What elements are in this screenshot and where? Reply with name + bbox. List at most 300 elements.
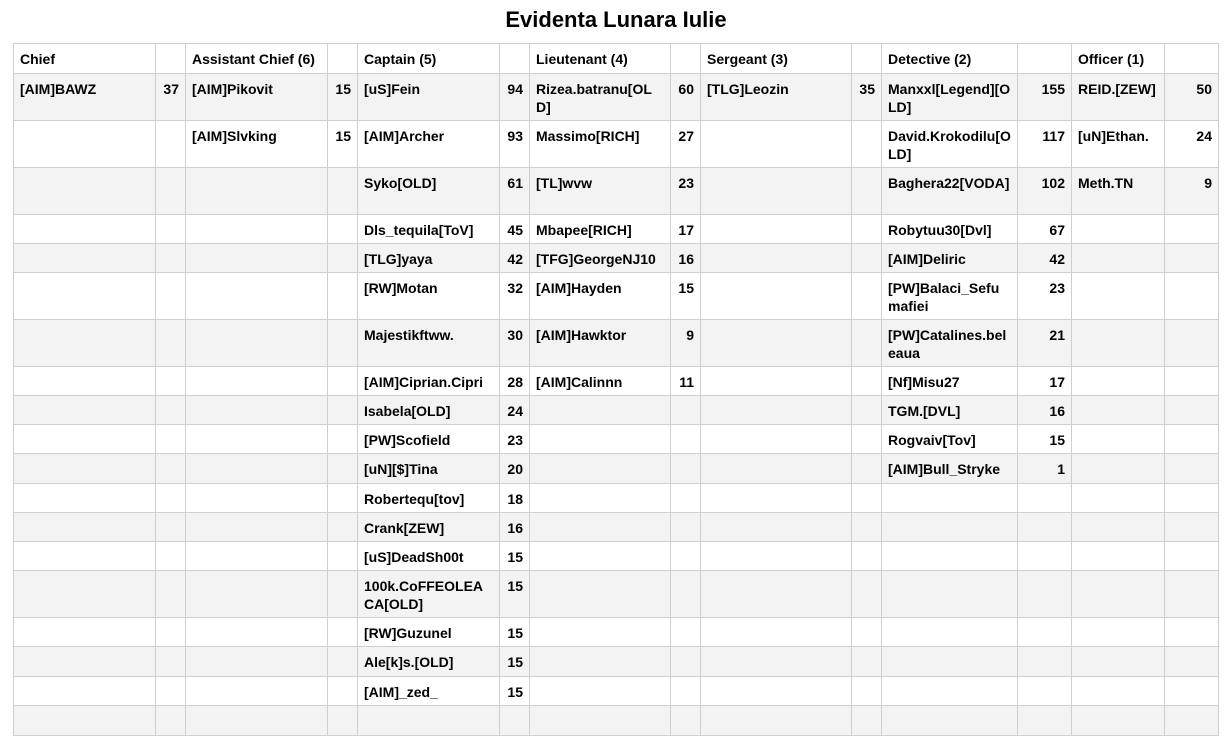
empty-cell: [156, 618, 186, 647]
empty-cell: [328, 215, 358, 244]
empty-cell: [156, 215, 186, 244]
empty-cell: [186, 513, 328, 542]
empty-cell: [530, 542, 671, 571]
empty-cell: [186, 618, 328, 647]
empty-cell: [1072, 215, 1165, 244]
rank-header: Lieutenant (4): [530, 44, 671, 74]
member-name: [AIM]_zed_: [358, 677, 500, 706]
member-points: 15: [500, 677, 530, 706]
member-points: 16: [500, 513, 530, 542]
empty-cell: [1165, 396, 1219, 425]
empty-cell: [156, 513, 186, 542]
empty-cell: [671, 542, 701, 571]
empty-cell: [186, 273, 328, 320]
member-name: [TFG]GeorgeNJ10: [530, 244, 671, 273]
empty-cell: [14, 425, 156, 454]
empty-cell: [852, 121, 882, 168]
empty-cell: [530, 396, 671, 425]
empty-cell: [882, 571, 1018, 618]
member-points: 21: [1018, 320, 1072, 367]
member-name: [PW]Catalines.beleaua: [882, 320, 1018, 367]
member-name: [AIM]Slvking: [186, 121, 328, 168]
empty-cell: [186, 706, 328, 736]
member-points: 15: [671, 273, 701, 320]
table-row: [14, 215, 1219, 244]
member-name: [TLG]yaya: [358, 244, 500, 273]
empty-cell: [1072, 706, 1165, 736]
member-points: 15: [500, 647, 530, 677]
empty-cell: [1072, 244, 1165, 273]
empty-cell: [1165, 454, 1219, 484]
member-points: 60: [671, 74, 701, 121]
member-points: 18: [500, 484, 530, 513]
empty-cell: [1072, 618, 1165, 647]
member-points: 102: [1018, 168, 1072, 215]
empty-cell: [186, 677, 328, 706]
empty-cell: [1165, 677, 1219, 706]
empty-cell: [186, 647, 328, 677]
member-points: 23: [671, 168, 701, 215]
member-points: 15: [1018, 425, 1072, 454]
empty-cell: [156, 244, 186, 273]
member-points: 17: [1018, 367, 1072, 396]
empty-cell: [882, 677, 1018, 706]
empty-cell: [156, 425, 186, 454]
empty-cell: [328, 571, 358, 618]
empty-cell: [1165, 571, 1219, 618]
table-row: [14, 273, 1219, 320]
empty-cell: [14, 215, 156, 244]
member-points: 15: [500, 618, 530, 647]
table-row: [14, 647, 1219, 677]
member-name: [RW]Motan: [358, 273, 500, 320]
empty-cell: [186, 542, 328, 571]
empty-cell: [186, 454, 328, 484]
empty-cell: [186, 320, 328, 367]
empty-cell: [852, 396, 882, 425]
empty-cell: [156, 121, 186, 168]
member-points: 15: [500, 571, 530, 618]
empty-cell: [852, 542, 882, 571]
table-row: [14, 244, 1219, 273]
empty-cell: [1165, 647, 1219, 677]
member-points: 11: [671, 367, 701, 396]
empty-cell: [671, 571, 701, 618]
member-name: David.Krokodilu[OLD]: [882, 121, 1018, 168]
empty-cell: [671, 425, 701, 454]
empty-cell: [671, 647, 701, 677]
table-row: [14, 320, 1219, 367]
empty-cell: [1072, 513, 1165, 542]
empty-cell: [1018, 706, 1072, 736]
empty-cell: [671, 396, 701, 425]
member-name: Baghera22[VODA]: [882, 168, 1018, 215]
empty-cell: [1072, 425, 1165, 454]
empty-cell: [671, 513, 701, 542]
empty-cell: [1072, 454, 1165, 484]
empty-cell: [671, 454, 701, 484]
empty-cell: [852, 425, 882, 454]
empty-cell: [328, 425, 358, 454]
empty-cell: [14, 121, 156, 168]
empty-cell: [701, 168, 852, 215]
empty-cell: [852, 215, 882, 244]
empty-cell: [671, 618, 701, 647]
member-name: Mbapee[RICH]: [530, 215, 671, 244]
empty-cell: [1072, 647, 1165, 677]
empty-cell: [852, 244, 882, 273]
empty-cell: [701, 121, 852, 168]
empty-cell: [156, 396, 186, 425]
empty-cell: [671, 677, 701, 706]
points-header: [1165, 44, 1219, 74]
member-points: 16: [671, 244, 701, 273]
empty-cell: [852, 647, 882, 677]
empty-cell: [701, 706, 852, 736]
empty-cell: [14, 571, 156, 618]
empty-cell: [1072, 396, 1165, 425]
member-name: [AIM]Ciprian.Cipri: [358, 367, 500, 396]
table-row: [14, 677, 1219, 706]
member-name: Robytuu30[Dvl]: [882, 215, 1018, 244]
table-row: [14, 454, 1219, 484]
member-points: 27: [671, 121, 701, 168]
empty-cell: [1072, 367, 1165, 396]
member-points: 155: [1018, 74, 1072, 121]
member-points: 23: [1018, 273, 1072, 320]
empty-cell: [852, 320, 882, 367]
member-points: 45: [500, 215, 530, 244]
member-points: 35: [852, 74, 882, 121]
member-name: [TLG]Leozin: [701, 74, 852, 121]
empty-cell: [186, 244, 328, 273]
empty-cell: [852, 168, 882, 215]
empty-cell: [328, 706, 358, 736]
empty-cell: [328, 618, 358, 647]
empty-cell: [671, 706, 701, 736]
member-points: 42: [500, 244, 530, 273]
rank-header: Sergeant (3): [701, 44, 852, 74]
empty-cell: [14, 484, 156, 513]
empty-cell: [530, 677, 671, 706]
empty-cell: [1072, 677, 1165, 706]
empty-cell: [14, 244, 156, 273]
member-name: [AIM]Bull_Stryke: [882, 454, 1018, 484]
empty-cell: [186, 425, 328, 454]
empty-cell: [328, 396, 358, 425]
member-points: 15: [500, 542, 530, 571]
member-name: 100k.CoFFEOLEACA[OLD]: [358, 571, 500, 618]
member-points: 94: [500, 74, 530, 121]
table-row: [14, 168, 1219, 215]
empty-cell: [530, 618, 671, 647]
member-name: [PW]Scofield: [358, 425, 500, 454]
empty-cell: [328, 647, 358, 677]
empty-cell: [701, 273, 852, 320]
empty-cell: [701, 425, 852, 454]
header-row: [14, 44, 1219, 74]
member-points: 24: [1165, 121, 1219, 168]
member-points: 16: [1018, 396, 1072, 425]
empty-cell: [701, 396, 852, 425]
member-name: [AIM]Calinnn: [530, 367, 671, 396]
empty-cell: [328, 484, 358, 513]
table-body: [14, 44, 1219, 736]
empty-cell: [328, 677, 358, 706]
member-points: 24: [500, 396, 530, 425]
empty-cell: [852, 454, 882, 484]
empty-cell: [701, 618, 852, 647]
member-name: [RW]Guzunel: [358, 618, 500, 647]
empty-cell: [186, 396, 328, 425]
member-points: 9: [1165, 168, 1219, 215]
sheet-title: Evidenta Lunara Iulie: [505, 7, 727, 32]
member-name: REID.[ZEW]: [1072, 74, 1165, 121]
empty-cell: [156, 367, 186, 396]
rank-header: Chief: [14, 44, 156, 74]
empty-cell: [530, 484, 671, 513]
empty-cell: [328, 367, 358, 396]
empty-cell: [852, 484, 882, 513]
empty-cell: [328, 454, 358, 484]
empty-cell: [14, 677, 156, 706]
member-name: Meth.TN: [1072, 168, 1165, 215]
empty-cell: [701, 571, 852, 618]
table-row: [14, 74, 1219, 121]
empty-cell: [156, 542, 186, 571]
member-name: Dls_tequila[ToV]: [358, 215, 500, 244]
rank-header: Assistant Chief (6): [186, 44, 328, 74]
empty-cell: [156, 273, 186, 320]
member-name: Massimo[RICH]: [530, 121, 671, 168]
member-name: [TL]wvw: [530, 168, 671, 215]
empty-cell: [328, 244, 358, 273]
table-row: [14, 425, 1219, 454]
ranking-table: [13, 43, 1219, 736]
empty-cell: [1165, 273, 1219, 320]
empty-cell: [1165, 706, 1219, 736]
table-row: [14, 121, 1219, 168]
empty-cell: [1018, 484, 1072, 513]
table-row: [14, 513, 1219, 542]
empty-cell: [14, 396, 156, 425]
points-header: [671, 44, 701, 74]
empty-cell: [186, 215, 328, 244]
empty-cell: [882, 706, 1018, 736]
empty-cell: [186, 571, 328, 618]
member-points: 37: [156, 74, 186, 121]
empty-cell: [852, 513, 882, 542]
empty-cell: [701, 367, 852, 396]
points-header: [328, 44, 358, 74]
empty-cell: [530, 647, 671, 677]
member-name: [uS]Fein: [358, 74, 500, 121]
empty-cell: [882, 542, 1018, 571]
empty-cell: [701, 484, 852, 513]
member-name: [AIM]BAWZ: [14, 74, 156, 121]
member-name: [AIM]Deliric: [882, 244, 1018, 273]
empty-cell: [1165, 367, 1219, 396]
empty-cell: [1165, 244, 1219, 273]
member-points: 93: [500, 121, 530, 168]
empty-cell: [530, 513, 671, 542]
member-points: 32: [500, 273, 530, 320]
empty-cell: [882, 513, 1018, 542]
empty-cell: [1165, 320, 1219, 367]
empty-cell: [328, 168, 358, 215]
member-points: 117: [1018, 121, 1072, 168]
empty-cell: [186, 484, 328, 513]
rank-header: Captain (5): [358, 44, 500, 74]
member-points: 61: [500, 168, 530, 215]
empty-cell: [156, 168, 186, 215]
empty-cell: [671, 484, 701, 513]
empty-cell: [1165, 484, 1219, 513]
empty-cell: [852, 273, 882, 320]
empty-cell: [14, 367, 156, 396]
empty-cell: [156, 454, 186, 484]
member-points: 15: [328, 121, 358, 168]
empty-cell: [1165, 425, 1219, 454]
empty-cell: [852, 677, 882, 706]
empty-cell: [14, 618, 156, 647]
empty-cell: [14, 454, 156, 484]
member-points: 42: [1018, 244, 1072, 273]
empty-cell: [530, 425, 671, 454]
member-name: [Nf]Misu27: [882, 367, 1018, 396]
table-row: [14, 484, 1219, 513]
empty-cell: [1018, 513, 1072, 542]
empty-cell: [701, 513, 852, 542]
empty-cell: [14, 706, 156, 736]
empty-cell: [1165, 215, 1219, 244]
member-name: Majestikftww.: [358, 320, 500, 367]
empty-cell: [1165, 513, 1219, 542]
member-points: 15: [328, 74, 358, 121]
member-name: Ale[k]s.[OLD]: [358, 647, 500, 677]
empty-cell: [852, 618, 882, 647]
empty-cell: [701, 542, 852, 571]
empty-cell: [701, 647, 852, 677]
member-name: Rizea.batranu[OLD]: [530, 74, 671, 121]
empty-cell: [328, 542, 358, 571]
member-points: 23: [500, 425, 530, 454]
member-name: [AIM]Hawktor: [530, 320, 671, 367]
member-points: 9: [671, 320, 701, 367]
empty-cell: [1018, 647, 1072, 677]
table-row: [14, 396, 1219, 425]
member-name: [PW]Balaci_Sefumafiei: [882, 273, 1018, 320]
member-points: 67: [1018, 215, 1072, 244]
empty-cell: [1165, 618, 1219, 647]
empty-cell: [1072, 542, 1165, 571]
empty-cell: [530, 454, 671, 484]
empty-cell: [1018, 677, 1072, 706]
member-name: TGM.[DVL]: [882, 396, 1018, 425]
empty-cell: [852, 367, 882, 396]
member-points: 30: [500, 320, 530, 367]
empty-cell: [852, 571, 882, 618]
table-row: [14, 618, 1219, 647]
empty-cell: [156, 706, 186, 736]
member-name: Robertequ[tov]: [358, 484, 500, 513]
member-name: [uN]Ethan.: [1072, 121, 1165, 168]
empty-cell: [882, 618, 1018, 647]
points-header: [500, 44, 530, 74]
table-row: [14, 571, 1219, 618]
empty-cell: [852, 706, 882, 736]
points-header: [1018, 44, 1072, 74]
member-name: [uS]DeadSh00t: [358, 542, 500, 571]
empty-cell: [156, 677, 186, 706]
member-name: [AIM]Pikovit: [186, 74, 328, 121]
member-name: Isabela[OLD]: [358, 396, 500, 425]
empty-cell: [1018, 542, 1072, 571]
member-points: 20: [500, 454, 530, 484]
empty-cell: [1072, 484, 1165, 513]
empty-cell: [14, 273, 156, 320]
rank-header: Officer (1): [1072, 44, 1165, 74]
empty-cell: [530, 571, 671, 618]
empty-cell: [156, 647, 186, 677]
empty-cell: [882, 647, 1018, 677]
empty-cell: [156, 320, 186, 367]
empty-cell: [14, 542, 156, 571]
empty-cell: [328, 513, 358, 542]
empty-cell: [1018, 618, 1072, 647]
member-name: [AIM]Archer: [358, 121, 500, 168]
empty-cell: [1018, 571, 1072, 618]
empty-cell: [1165, 542, 1219, 571]
table-row: [14, 367, 1219, 396]
member-points: 50: [1165, 74, 1219, 121]
table-row: [14, 542, 1219, 571]
empty-cell: [14, 168, 156, 215]
empty-cell: [1072, 320, 1165, 367]
empty-cell: [14, 647, 156, 677]
empty-cell: [186, 367, 328, 396]
member-points: 28: [500, 367, 530, 396]
empty-cell: [701, 320, 852, 367]
table-row: [14, 706, 1219, 736]
empty-cell: [701, 244, 852, 273]
member-name: [AIM]Hayden: [530, 273, 671, 320]
empty-cell: [156, 571, 186, 618]
member-name: Rogvaiv[Tov]: [882, 425, 1018, 454]
member-points: 17: [671, 215, 701, 244]
member-points: 1: [1018, 454, 1072, 484]
empty-cell: [328, 320, 358, 367]
points-header: [156, 44, 186, 74]
empty-cell: [701, 677, 852, 706]
member-name: [uN][$]Tina: [358, 454, 500, 484]
empty-cell: [156, 484, 186, 513]
empty-cell: [1072, 571, 1165, 618]
empty-cell: [328, 273, 358, 320]
member-name: Manxxl[Legend][OLD]: [882, 74, 1018, 121]
empty-cell: [186, 168, 328, 215]
empty-cell: [358, 706, 500, 736]
points-header: [852, 44, 882, 74]
empty-cell: [701, 215, 852, 244]
empty-cell: [1072, 273, 1165, 320]
rank-header: Detective (2): [882, 44, 1018, 74]
empty-cell: [530, 706, 671, 736]
empty-cell: [14, 513, 156, 542]
empty-cell: [14, 320, 156, 367]
empty-cell: [882, 484, 1018, 513]
member-name: Syko[OLD]: [358, 168, 500, 215]
